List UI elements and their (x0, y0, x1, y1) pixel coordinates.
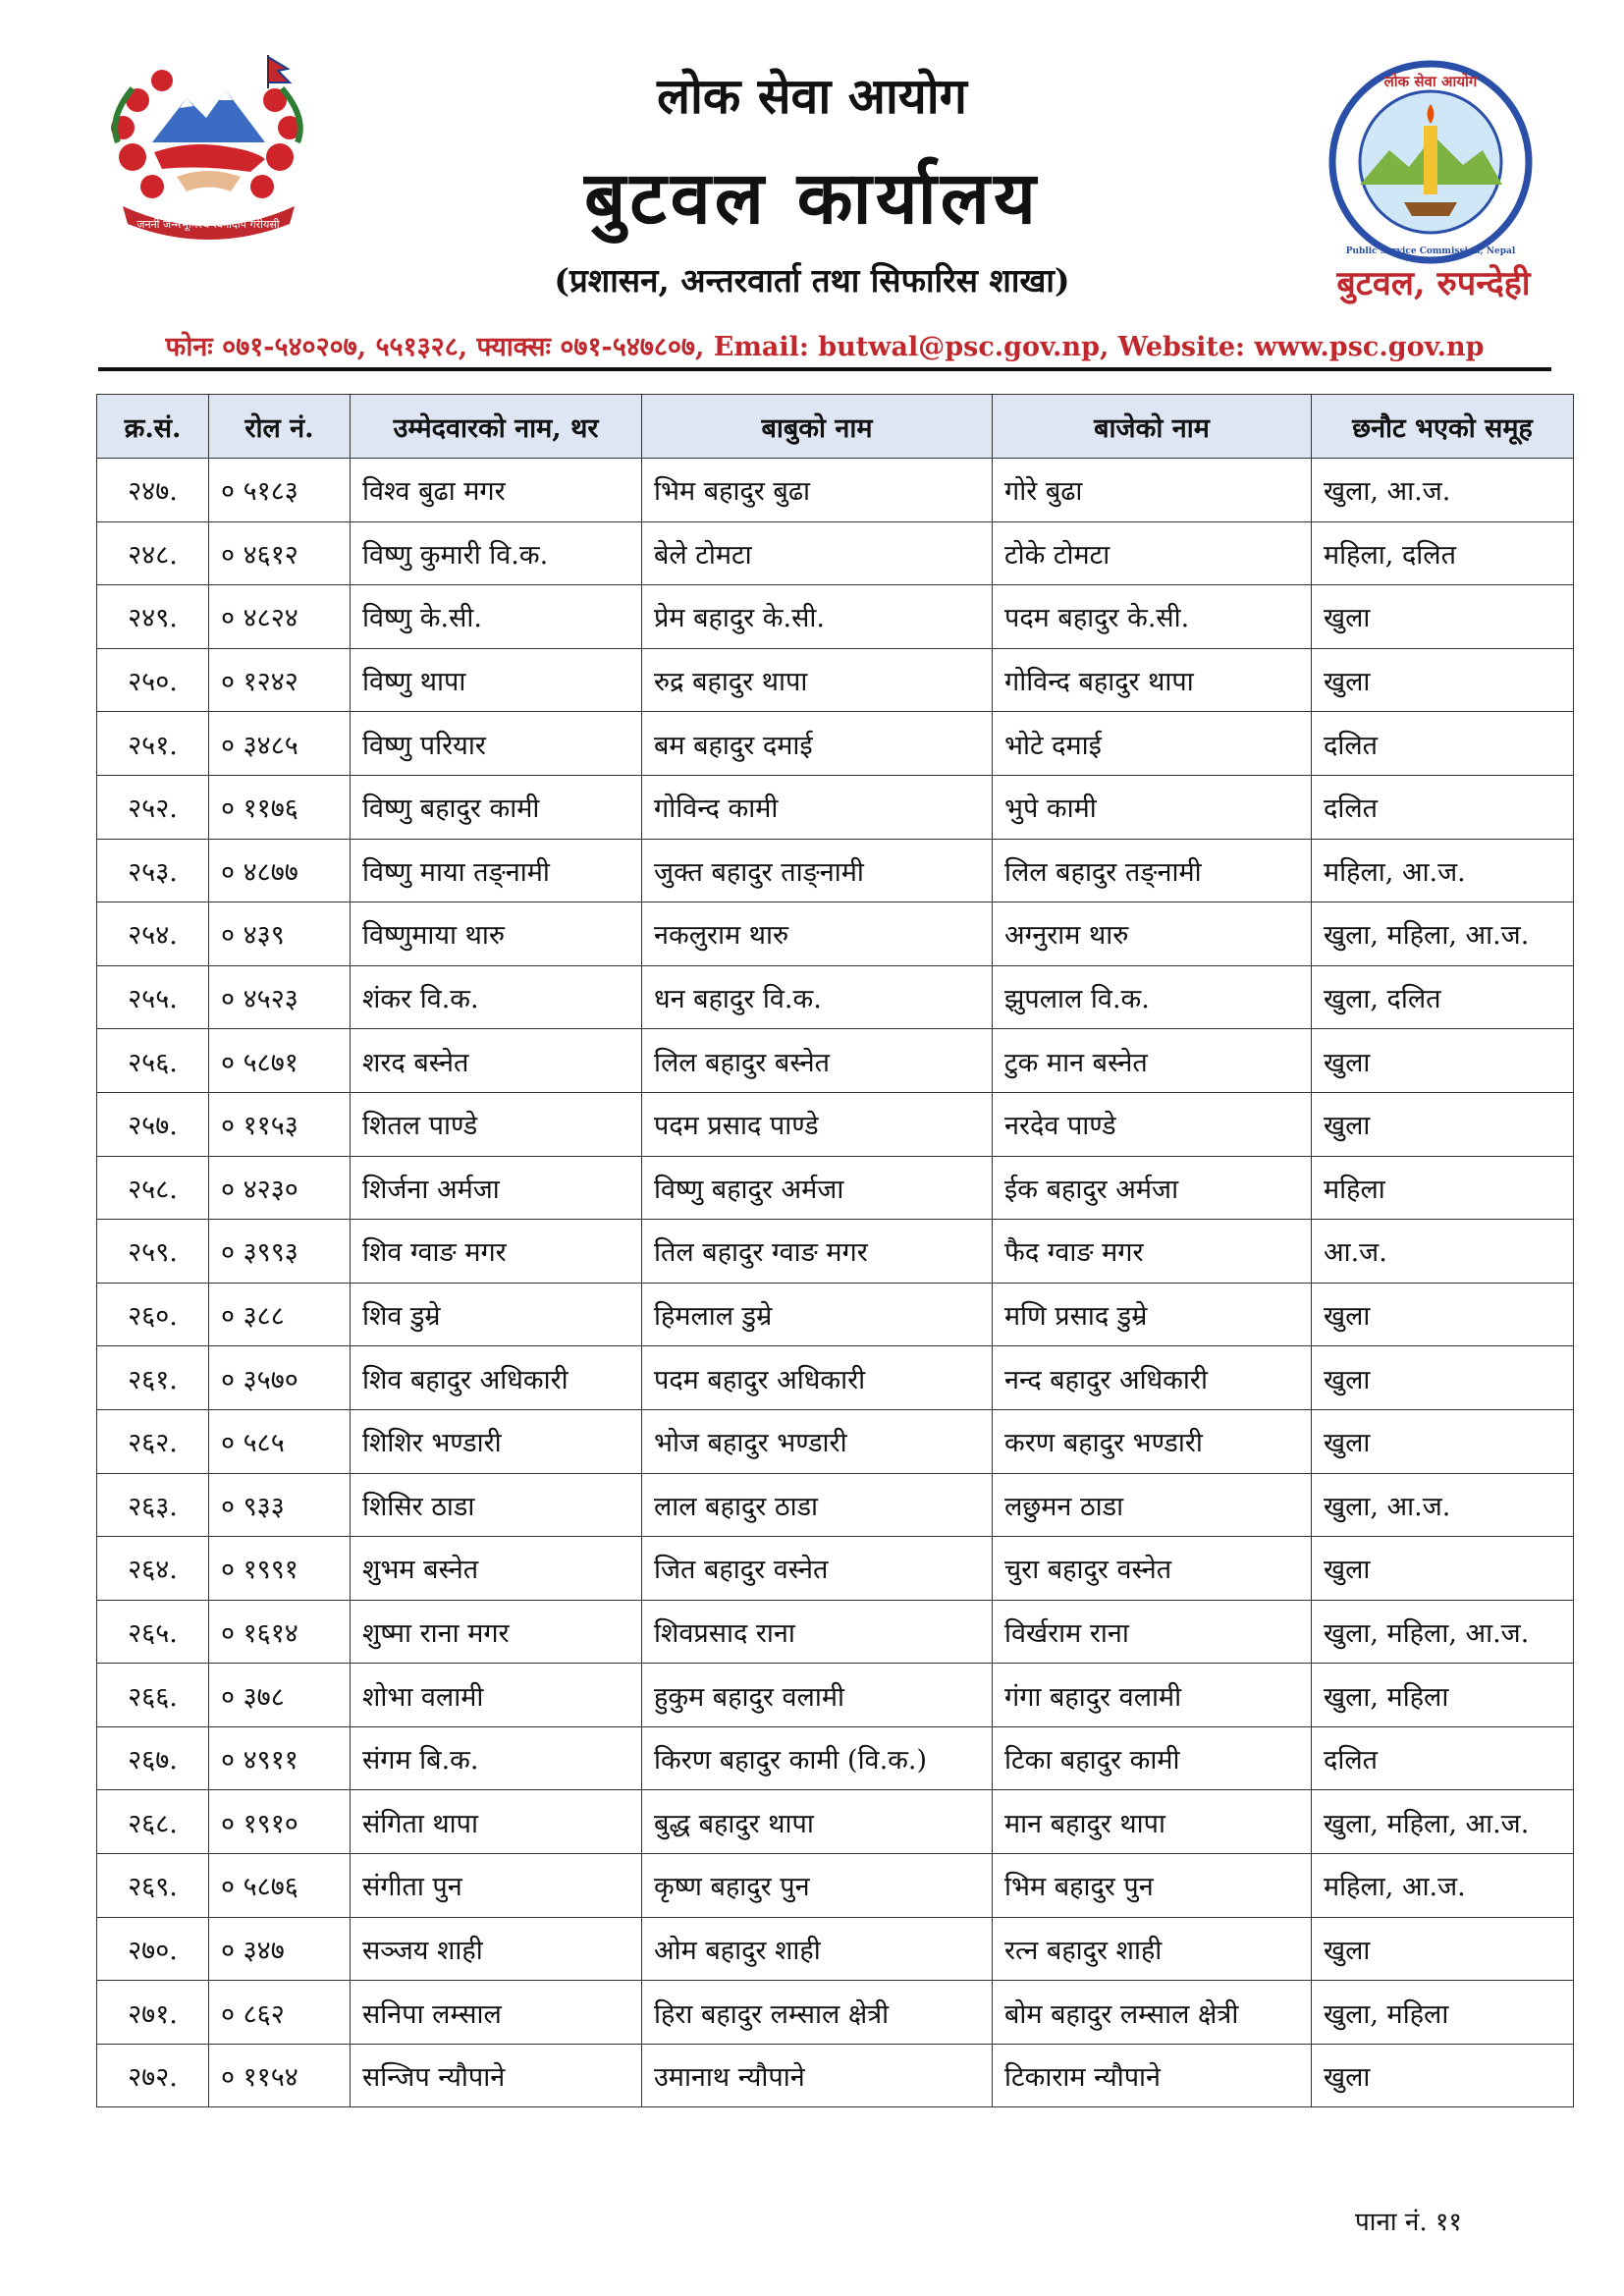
sn-cell: २५२. (97, 775, 209, 839)
candidate-cell: विष्णु के.सी. (351, 585, 642, 649)
father-cell: उमानाथ न्यौपाने (642, 2044, 993, 2107)
roll-cell: ० ४५२३ (209, 965, 351, 1029)
candidate-cell: शिव ग्वाङ मगर (351, 1220, 642, 1284)
candidate-cell: शिसिर ठाडा (351, 1473, 642, 1537)
candidate-cell: संगिता थापा (351, 1790, 642, 1854)
group-cell: खुला (1312, 2044, 1574, 2107)
grandfather-cell: नरदेव पाण्डे (993, 1092, 1312, 1156)
sn-cell: २५५. (97, 965, 209, 1029)
roll-cell: ० ८६२ (209, 1981, 351, 2045)
sn-cell: २६८. (97, 1790, 209, 1854)
results-table (96, 394, 1574, 2107)
candidate-cell: विश्व बुढा मगर (351, 459, 642, 522)
branch-subtitle: (प्रशासन, अन्तरवार्ता तथा सिफारिस शाखा) (554, 261, 1070, 300)
roll-cell: ० ११५४ (209, 2044, 351, 2107)
table-row (97, 1664, 1574, 1727)
table-row (97, 1600, 1574, 1664)
col-header-roll: रोल नं. (209, 395, 351, 459)
candidate-cell: विष्णु परियार (351, 712, 642, 776)
father-cell: लाल बहादुर ठाडा (642, 1473, 993, 1537)
sn-cell: २५८. (97, 1156, 209, 1220)
grandfather-cell: बोम बहादुर लम्साल क्षेत्री (993, 1981, 1312, 2045)
grandfather-cell: झुपलाल वि.क. (993, 965, 1312, 1029)
svg-text:Public Service Commission, Nep: Public Service Commission, Nepal (1345, 246, 1516, 256)
group-cell: खुला, महिला, आ.ज. (1312, 1600, 1574, 1664)
table-row (97, 775, 1574, 839)
father-cell: हिरा बहादुर लम्साल क्षेत्री (642, 1981, 993, 2045)
candidate-cell: शिव डुम्रे (351, 1283, 642, 1346)
group-cell: खुला (1312, 1409, 1574, 1473)
col-header-candidate: उम्मेदवारको नाम, थर (351, 395, 642, 459)
grandfather-cell: गंगा बहादुर वलामी (993, 1664, 1312, 1727)
candidate-cell: शंकर वि.क. (351, 965, 642, 1029)
roll-cell: ० ४३९ (209, 902, 351, 966)
page-number: पाना नं. ११ (1355, 2208, 1462, 2237)
header-divider (98, 367, 1551, 371)
father-cell: बम बहादुर दमाई (642, 712, 993, 776)
sn-cell: २५४. (97, 902, 209, 966)
grandfather-cell: टिकाराम न्यौपाने (993, 2044, 1312, 2107)
office-title: बुटवल कार्यालय (584, 156, 1040, 241)
group-cell: खुला (1312, 1346, 1574, 1410)
grandfather-cell: लछुमन ठाडा (993, 1473, 1312, 1537)
group-cell: महिला (1312, 1156, 1574, 1220)
candidate-cell: शोभा वलामी (351, 1664, 642, 1727)
father-cell: भिम बहादुर बुढा (642, 459, 993, 522)
roll-cell: ० ४८२४ (209, 585, 351, 649)
sn-cell: २७१. (97, 1981, 209, 2045)
group-cell: आ.ज. (1312, 1220, 1574, 1284)
sn-cell: २६४. (97, 1537, 209, 1601)
grandfather-cell: भुपे कामी (993, 775, 1312, 839)
group-cell: खुला, महिला, आ.ज. (1312, 902, 1574, 966)
group-cell: खुला (1312, 1537, 1574, 1601)
father-cell: कृष्ण बहादुर पुन (642, 1854, 993, 1918)
table-row (97, 902, 1574, 966)
grandfather-cell: रत्न बहादुर शाही (993, 1917, 1312, 1981)
father-cell: गोविन्द कामी (642, 775, 993, 839)
roll-cell: ० १९१० (209, 1790, 351, 1854)
group-cell: दलित (1312, 1726, 1574, 1790)
roll-cell: ० १६१४ (209, 1600, 351, 1664)
grandfather-cell: भिम बहादुर पुन (993, 1854, 1312, 1918)
father-cell: लिल बहादुर बस्नेत (642, 1029, 993, 1093)
group-cell: खुला (1312, 1917, 1574, 1981)
candidate-cell: शुभम बस्नेत (351, 1537, 642, 1601)
roll-cell: ० ३८८ (209, 1283, 351, 1346)
office-location: बुटवल, रुपन्देही (1336, 264, 1531, 303)
grandfather-cell: लिल बहादुर तङ्नामी (993, 839, 1312, 902)
grandfather-cell: टुक मान बस्नेत (993, 1029, 1312, 1093)
table-row (97, 1029, 1574, 1093)
candidate-cell: सनिपा लम्साल (351, 1981, 642, 2045)
svg-text:जननी जन्मभूमिश्च स्वर्गादपि गर: जननी जन्मभूमिश्च स्वर्गादपि गरीयसी (136, 218, 280, 231)
grandfather-cell: गोविन्द बहादुर थापा (993, 648, 1312, 712)
table-row (97, 2044, 1574, 2107)
col-header-sn: क्र.सं. (97, 395, 209, 459)
roll-cell: ० ४२३० (209, 1156, 351, 1220)
grandfather-cell: अग्नुराम थारु (993, 902, 1312, 966)
table-row (97, 1917, 1574, 1981)
group-cell: खुला (1312, 585, 1574, 649)
father-cell: शिवप्रसाद राना (642, 1600, 993, 1664)
father-cell: जुक्त बहादुर ताङ्नामी (642, 839, 993, 902)
col-header-group: छनौट भएको समूह (1312, 395, 1574, 459)
father-cell: धन बहादुर वि.क. (642, 965, 993, 1029)
org-title: लोक सेवा आयोग (657, 67, 967, 125)
roll-cell: ० ४६१२ (209, 521, 351, 585)
sn-cell: २५६. (97, 1029, 209, 1093)
grandfather-cell: पदम बहादुर के.सी. (993, 585, 1312, 649)
grandfather-cell: भोटे दमाई (993, 712, 1312, 776)
group-cell: खुला, महिला (1312, 1981, 1574, 2045)
table-row (97, 1092, 1574, 1156)
table-row (97, 1790, 1574, 1854)
table-header-row (97, 395, 1574, 459)
group-cell: खुला (1312, 1029, 1574, 1093)
father-cell: पदम बहादुर अधिकारी (642, 1346, 993, 1410)
group-cell: खुला (1312, 1283, 1574, 1346)
candidate-cell: विष्णु बहादुर कामी (351, 775, 642, 839)
grandfather-cell: करण बहादुर भण्डारी (993, 1409, 1312, 1473)
sn-cell: २६३. (97, 1473, 209, 1537)
col-header-grandfather: बाजेको नाम (993, 395, 1312, 459)
sn-cell: २५९. (97, 1220, 209, 1284)
group-cell: खुला, आ.ज. (1312, 1473, 1574, 1537)
grandfather-cell: चुरा बहादुर वस्नेत (993, 1537, 1312, 1601)
roll-cell: ० १९९१ (209, 1537, 351, 1601)
group-cell: खुला (1312, 648, 1574, 712)
sn-cell: २६९. (97, 1854, 209, 1918)
father-cell: किरण बहादुर कामी (वि.क.) (642, 1726, 993, 1790)
roll-cell: ० ३५७० (209, 1346, 351, 1410)
candidate-cell: शुष्मा राना मगर (351, 1600, 642, 1664)
group-cell: दलित (1312, 712, 1574, 776)
roll-cell: ० ३४७ (209, 1917, 351, 1981)
group-cell: खुला, महिला, आ.ज. (1312, 1790, 1574, 1854)
grandfather-cell: टोके टोमटा (993, 521, 1312, 585)
father-cell: नकलुराम थारु (642, 902, 993, 966)
roll-cell: ० ५८५ (209, 1409, 351, 1473)
candidate-cell: विष्णु माया तङ्नामी (351, 839, 642, 902)
table-body (97, 459, 1574, 2107)
table-row (97, 1981, 1574, 2045)
candidate-cell: संगीता पुन (351, 1854, 642, 1918)
table-row (97, 1409, 1574, 1473)
table-row (97, 1156, 1574, 1220)
sn-cell: २५१. (97, 712, 209, 776)
group-cell: खुला (1312, 1092, 1574, 1156)
roll-cell: ० ११५३ (209, 1092, 351, 1156)
father-cell: हिमलाल डुम्रे (642, 1283, 993, 1346)
sn-cell: २६५. (97, 1600, 209, 1664)
sn-cell: २७२. (97, 2044, 209, 2107)
table-row (97, 1854, 1574, 1918)
sn-cell: २६७. (97, 1726, 209, 1790)
table-row (97, 1346, 1574, 1410)
table-row (97, 648, 1574, 712)
sn-cell: २६२. (97, 1409, 209, 1473)
candidate-cell: शिशिर भण्डारी (351, 1409, 642, 1473)
group-cell: दलित (1312, 775, 1574, 839)
grandfather-cell: नन्द बहादुर अधिकारी (993, 1346, 1312, 1410)
roll-cell: ० ५१८३ (209, 459, 351, 522)
roll-cell: ० १२४२ (209, 648, 351, 712)
sn-cell: २५७. (97, 1092, 209, 1156)
candidate-cell: विष्णु थापा (351, 648, 642, 712)
grandfather-cell: फैद ग्वाङ मगर (993, 1220, 1312, 1284)
table-row (97, 1537, 1574, 1601)
grandfather-cell: विर्खराम राना (993, 1600, 1312, 1664)
candidate-cell: सञ्जय शाही (351, 1917, 642, 1981)
father-cell: प्रेम बहादुर के.सी. (642, 585, 993, 649)
sn-cell: २६०. (97, 1283, 209, 1346)
group-cell: खुला, आ.ज. (1312, 459, 1574, 522)
father-cell: रुद्र बहादुर थापा (642, 648, 993, 712)
group-cell: खुला, महिला (1312, 1664, 1574, 1727)
grandfather-cell: ईक बहादुर अर्मजा (993, 1156, 1312, 1220)
father-cell: विष्णु बहादुर अर्मजा (642, 1156, 993, 1220)
candidate-cell: विष्णुमाया थारु (351, 902, 642, 966)
father-cell: बुद्ध बहादुर थापा (642, 1790, 993, 1854)
candidate-cell: शिव बहादुर अधिकारी (351, 1346, 642, 1410)
table-row (97, 459, 1574, 522)
father-cell: ओम बहादुर शाही (642, 1917, 993, 1981)
sn-cell: २६६. (97, 1664, 209, 1727)
table-row (97, 965, 1574, 1029)
svg-text:लोक सेवा आयोग: लोक सेवा आयोग (1383, 73, 1478, 90)
roll-cell: ० ११७६ (209, 775, 351, 839)
candidate-cell: सन्जिप न्यौपाने (351, 2044, 642, 2107)
grandfather-cell: मणि प्रसाद डुम्रे (993, 1283, 1312, 1346)
sn-cell: २५३. (97, 839, 209, 902)
grandfather-cell: गोरे बुढा (993, 459, 1312, 522)
roll-cell: ० ९३३ (209, 1473, 351, 1537)
table-row (97, 1726, 1574, 1790)
table-row (97, 839, 1574, 902)
group-cell: महिला, आ.ज. (1312, 839, 1574, 902)
roll-cell: ० ५८७६ (209, 1854, 351, 1918)
col-header-father: बाबुको नाम (642, 395, 993, 459)
candidate-cell: शिर्जना अर्मजा (351, 1156, 642, 1220)
father-cell: बेले टोमटा (642, 521, 993, 585)
father-cell: भोज बहादुर भण्डारी (642, 1409, 993, 1473)
roll-cell: ० ३४८५ (209, 712, 351, 776)
group-cell: महिला, दलित (1312, 521, 1574, 585)
father-cell: तिल बहादुर ग्वाङ मगर (642, 1220, 993, 1284)
father-cell: हुकुम बहादुर वलामी (642, 1664, 993, 1727)
grandfather-cell: टिका बहादुर कामी (993, 1726, 1312, 1790)
roll-cell: ० ३७८ (209, 1664, 351, 1727)
father-cell: जित बहादुर वस्नेत (642, 1537, 993, 1601)
candidate-cell: शरद बस्नेत (351, 1029, 642, 1093)
table-row (97, 585, 1574, 649)
roll-cell: ० ३९९३ (209, 1220, 351, 1284)
group-cell: महिला, आ.ज. (1312, 1854, 1574, 1918)
roll-cell: ० ५८७१ (209, 1029, 351, 1093)
father-cell: पदम प्रसाद पाण्डे (642, 1092, 993, 1156)
group-cell: खुला, दलित (1312, 965, 1574, 1029)
roll-cell: ० ४९११ (209, 1726, 351, 1790)
candidate-cell: संगम बि.क. (351, 1726, 642, 1790)
table-row (97, 1220, 1574, 1284)
sn-cell: २७०. (97, 1917, 209, 1981)
sn-cell: २४७. (97, 459, 209, 522)
sn-cell: २४८. (97, 521, 209, 585)
table-row (97, 1283, 1574, 1346)
sn-cell: २६१. (97, 1346, 209, 1410)
table-row (97, 1473, 1574, 1537)
candidate-cell: शितल पाण्डे (351, 1092, 642, 1156)
roll-cell: ० ४८७७ (209, 839, 351, 902)
grandfather-cell: मान बहादुर थापा (993, 1790, 1312, 1854)
candidate-cell: विष्णु कुमारी वि.क. (351, 521, 642, 585)
table-row (97, 521, 1574, 585)
table-row (97, 712, 1574, 776)
contact-line: फोनः ०७१-५४०२०७, ५५१३२८, फ्याक्सः ०७१-५४७८०७, Email: butwal@psc.gov.np, Website: www.psc.gov.np (165, 332, 1485, 362)
sn-cell: २५०. (97, 648, 209, 712)
sn-cell: २४९. (97, 585, 209, 649)
